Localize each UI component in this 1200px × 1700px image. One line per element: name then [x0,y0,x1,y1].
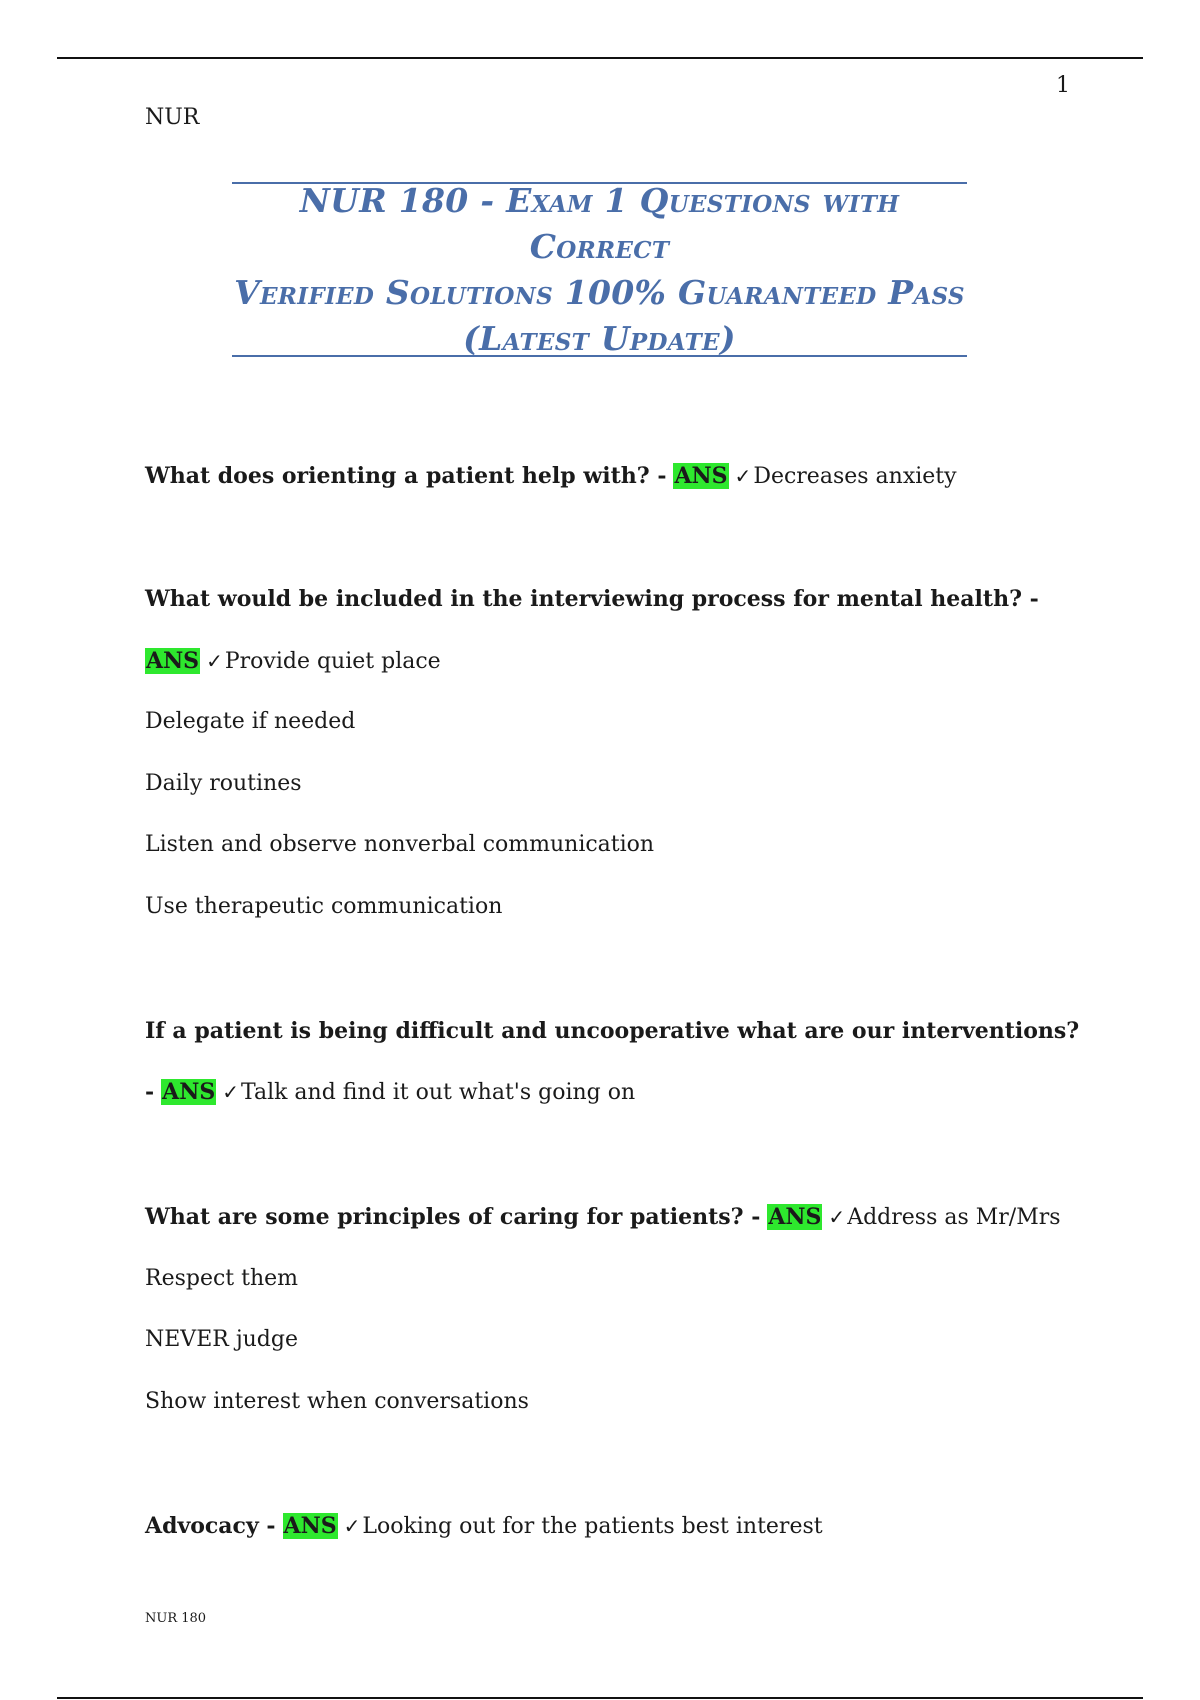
qa-item-1 [145,461,957,492]
running-header: NUR [145,105,200,130]
qa-item-5 [145,1511,823,1542]
question-text: If a patient is being difficult and uncooperative what are our interventions? [145,1018,1080,1044]
answer-extra-line: Daily routines [145,771,302,796]
checkmark-icon: ✓ [222,1080,239,1104]
answer-extra-line: Delegate if needed [145,709,356,734]
ans-badge: ANS [768,1204,822,1230]
answer-text: Decreases anxiety [753,464,957,489]
document-title [232,178,967,362]
ans-badge: ANS [283,1513,337,1539]
answer-prefix: - [145,1079,155,1105]
answer-text: Talk and find it out what's going on [240,1080,636,1105]
question-text: What would be included in the interviewing process for mental health? - [145,586,1039,612]
top-rule [57,57,1143,59]
checkmark-icon: ✓ [206,649,223,673]
page-number: 1 [1056,73,1070,98]
answer-extra-line: Show interest when conversations [145,1389,529,1414]
title-line-1: NUR 180 - Exam 1 Questions with Correct [299,180,900,266]
ans-badge: ANS [146,648,200,674]
checkmark-icon: ✓ [343,1514,361,1538]
qa-item-3-question [145,1016,1079,1046]
question-text: What are some principles of caring for patients? - [145,1204,761,1230]
question-text: Advocacy - [145,1513,276,1539]
qa-item-2-question [145,584,1039,614]
answer-text: Provide quiet place [224,649,441,674]
title-line-3: (Latest Update) [463,318,736,358]
answer-extra-line: Respect them [145,1266,299,1291]
page-footer: NUR 180 [145,1611,207,1626]
qa-item-3-answer [145,1077,635,1108]
ans-badge: ANS [674,463,728,489]
qa-item-4 [145,1202,1061,1233]
answer-text: Looking out for the patients best interest [362,1514,823,1539]
answer-extra-line: Use therapeutic communication [145,894,503,919]
checkmark-icon: ✓ [828,1205,846,1229]
checkmark-icon: ✓ [734,464,752,488]
answer-text: Address as Mr/Mrs [847,1205,1061,1230]
title-block [232,182,967,357]
question-text: What does orienting a patient help with? - [145,463,667,489]
qa-item-2-answer [145,646,441,677]
ans-badge: ANS [162,1079,216,1105]
answer-extra-line: NEVER judge [145,1327,298,1352]
answer-extra-line: Listen and observe nonverbal communication [145,832,655,857]
bottom-rule [57,1697,1143,1699]
title-line-2: Verified Solutions 100% Guaranteed Pass [234,272,965,312]
